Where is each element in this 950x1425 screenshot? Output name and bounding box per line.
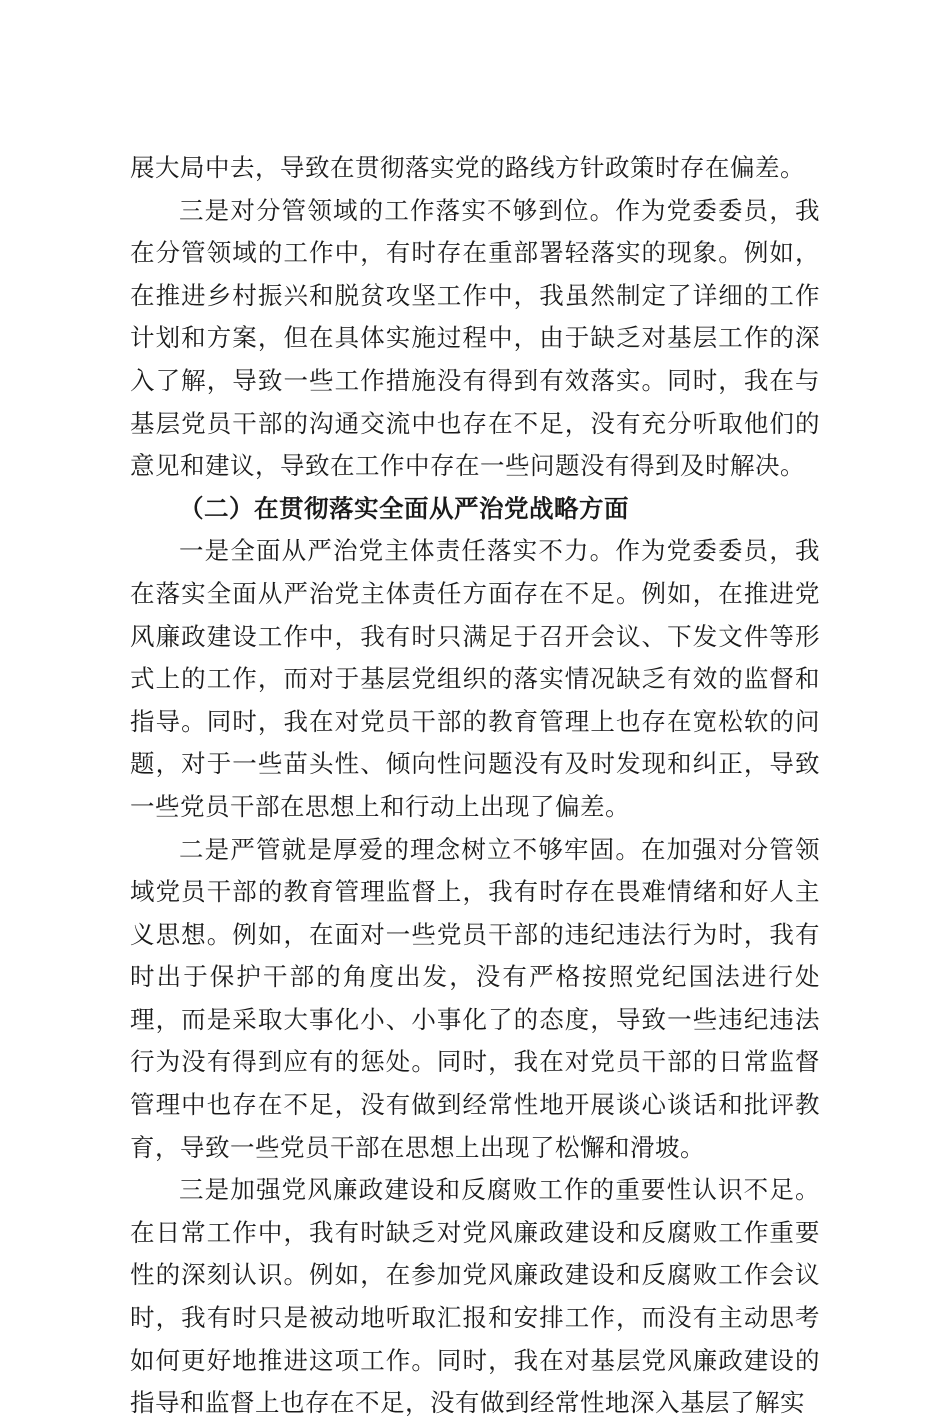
paragraph-second-point-strict-management: 二是严管就是厚爱的理念树立不够牢固。在加强对分管领域党员干部的教育管理监督上，我有时存在畏难情绪和好人主义思想。例如，在面对一些党员干部的违纪违法行为时，我有时出于保护干部的角度出发，没有严格按照党纪国法进行处理，而是采取大事化小、小事化了的态度，导致一些违纪违法行为没有得到应有的惩处。同时，我在对党员干部的日常监督管理中也存在不足，没有做到经常性地开展谈心谈话和批评教育，导致一些党员干部在思想上出现了松懈和滑坡。: [130, 834, 820, 1162]
paragraph-third-point-implementation: 三是对分管领域的工作落实不够到位。作为党委委员，我在分管领域的工作中，有时存在重部署轻落实的现象。例如，在推进乡村振兴和脱贫攻坚工作中，我虽然制定了详细的工作计划和方案，但在具体实施过程中，由于缺乏对基层工作的深入了解，导致一些工作措施没有得到有效落实。同时，我在与基层党员干部的沟通交流中也存在不足，没有充分听取他们的意见和建议，导致在工作中存在一些问题没有得到及时解决。: [130, 195, 820, 481]
section-heading: （二）在贯彻落实全面从严治党战略方面: [179, 493, 629, 523]
paragraph-third-point-anticorruption: 三是加强党风廉政建设和反腐败工作的重要性认识不足。在日常工作中，我有时缺乏对党风廉政建设和反腐败工作重要性的深刻认识。例如，在参加党风廉政建设和反腐败工作会议时，我有时只是被动地听取汇报和安排工作，而没有主动思考如何更好地推进这项工作。同时，我在对基层党风廉政建设的指导和监督上也存在不足，没有做到经常性地深入基层了解实: [130, 1175, 820, 1418]
paragraph-first-point-responsibility: 一是全面从严治党主体责任落实不力。作为党委委员，我在落实全面从严治党主体责任方面存在不足。例如，在推进党风廉政建设工作中，我有时只满足于召开会议、下发文件等形式上的工作，而对于基层党组织的落实情况缺乏有效的监督和指导。同时，我在对党员干部的教育管理上也存在宽松软的问题，对于一些苗头性、倾向性问题没有及时发现和纠正，导致一些党员干部在思想上和行动上出现了偏差。: [130, 536, 820, 821]
paragraph-continuation: 展大局中去，导致在贯彻落实党的路线方针政策时存在偏差。: [130, 153, 805, 182]
document-body: [130, 147, 820, 1425]
